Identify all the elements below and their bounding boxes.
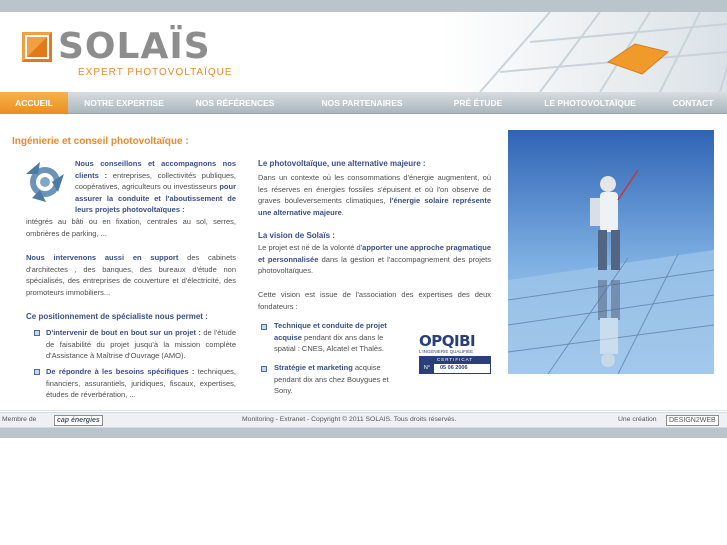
header [0, 12, 727, 92]
nav-contact[interactable]: CONTACT [672, 98, 714, 108]
vision-paragraph: Le projet est né de la volonté d'apporter une approche pragmatique et personnalisée dans la gestion et l'accompagnement des projets photovoltaïques. [258, 243, 491, 275]
intro-paragraph: Nous conseillons et accompagnons nos clients : entreprises, collectivités publiques, coopératives, agriculteurs ou investisseurs pour assurer la conduite et l'aboutissement de leurs projets photovoltaïques : [75, 159, 236, 214]
intro-paragraph-end: intégrés au bâti ou en fixation, centrales au sol, serres, ombrières de parking, ... [26, 217, 236, 238]
nav-notre-expertise[interactable]: NOTRE EXPERTISE [84, 98, 164, 108]
opqibi-logo-text: OPQIBI [419, 332, 476, 350]
cap-energies-badge[interactable]: cap énergies [54, 415, 103, 426]
solar-roof-worker-photo [508, 130, 714, 374]
opqibi-certificate-bar [419, 356, 491, 363]
brand-tagline: EXPERT PHOTOVOLTAÏQUE [78, 67, 233, 78]
footer [0, 412, 727, 428]
opqibi-number-box [419, 363, 491, 374]
design2web-badge[interactable]: DESIGN2WEB [666, 415, 719, 426]
opqibi-subtitle: L'INGÉNIERIE QUALIFIÉE [419, 349, 474, 354]
positioning-bullet-1: D'intervenir de bout en bout sur un projet : de l'étude de faisabilité du projet jusqu'à la mission complète d'Assistance à Maîtrise d'Ouvrage (AMO). [46, 328, 236, 360]
opqibi-badge [419, 332, 491, 376]
nav-nos-partenaires[interactable]: NOS PARTENAIRES [321, 98, 403, 108]
solais-logo-icon [22, 32, 52, 62]
top-strip [0, 0, 727, 12]
creation-label: Une création [618, 416, 657, 423]
vision-founders-paragraph: Cette vision est issue de l'association des expertises des deux fondateurs : [258, 290, 491, 311]
brand-name: SOLAÏS [58, 26, 211, 67]
alternative-paragraph: Dans un contexte où les consommations d'énergie augmentent, où les réserves en énergies fossiles s'épuisent et où l'on observe de graves bouleversements climatiques, l'énergie solaire représente une alternative majeure. [258, 173, 491, 217]
support-paragraph: Nous intervenons aussi en support des cabinets d'architectes , des banques, des bureaux d'étude non spécialisés, des entreprises de couverture et d'électricité, des promoteurs immobiliers... [26, 253, 236, 297]
footer-divider [0, 410, 727, 411]
founder-1: Technique et conduite de projet acquise pendant dix ans dans le spatial : CNES, Alcatel et Thalès. [274, 321, 387, 353]
opqibi-number-label: N° [420, 364, 434, 373]
main-nav [0, 92, 727, 114]
alternative-title: Le photovoltaïque, une alternative majeure : [258, 159, 426, 168]
nav-nos-references[interactable]: NOS RÉFÉRENCES [195, 98, 275, 108]
brand-logo[interactable] [20, 26, 240, 86]
opqibi-date: 05 06 2006 [440, 365, 468, 371]
bullet-icon [34, 330, 40, 336]
member-label: Membre de [2, 416, 37, 423]
recycling-icon [22, 160, 68, 204]
vision-title: La vision de Solaïs : [258, 231, 335, 240]
opqibi-certified-label: CERTIFICAT [436, 357, 474, 362]
bullet-icon [261, 366, 267, 372]
section-title: Ingénierie et conseil photovoltaïque : [12, 136, 189, 147]
nav-pre-etude[interactable]: PRÉ ÉTUDE [453, 98, 503, 108]
bullet-icon [261, 324, 267, 330]
nav-le-photovoltaique[interactable]: LE PHOTOVOLTAÏQUE [544, 98, 636, 108]
nav-accueil[interactable]: ACCUEIL [0, 92, 68, 114]
solar-panel-grid-art [440, 12, 727, 92]
positioning-title: Ce positionnement de spécialiste nous permet : [26, 312, 208, 321]
bullet-icon [34, 369, 40, 375]
footer-bottom-strip [0, 428, 727, 438]
positioning-bullet-2: De répondre à les besoins spécifiques : techniques, financiers, assurantiels, juridiques, fiscaux, expertises, études de réverbération, ... [46, 367, 236, 399]
footer-copyright: Monitoring - Extranet - Copyright © 2011 SOLAIS. Tous droits réservés. [242, 416, 457, 423]
founder-2: Stratégie et marketing acquise pendant dix ans chez Bouygues et Sony. [274, 363, 389, 395]
